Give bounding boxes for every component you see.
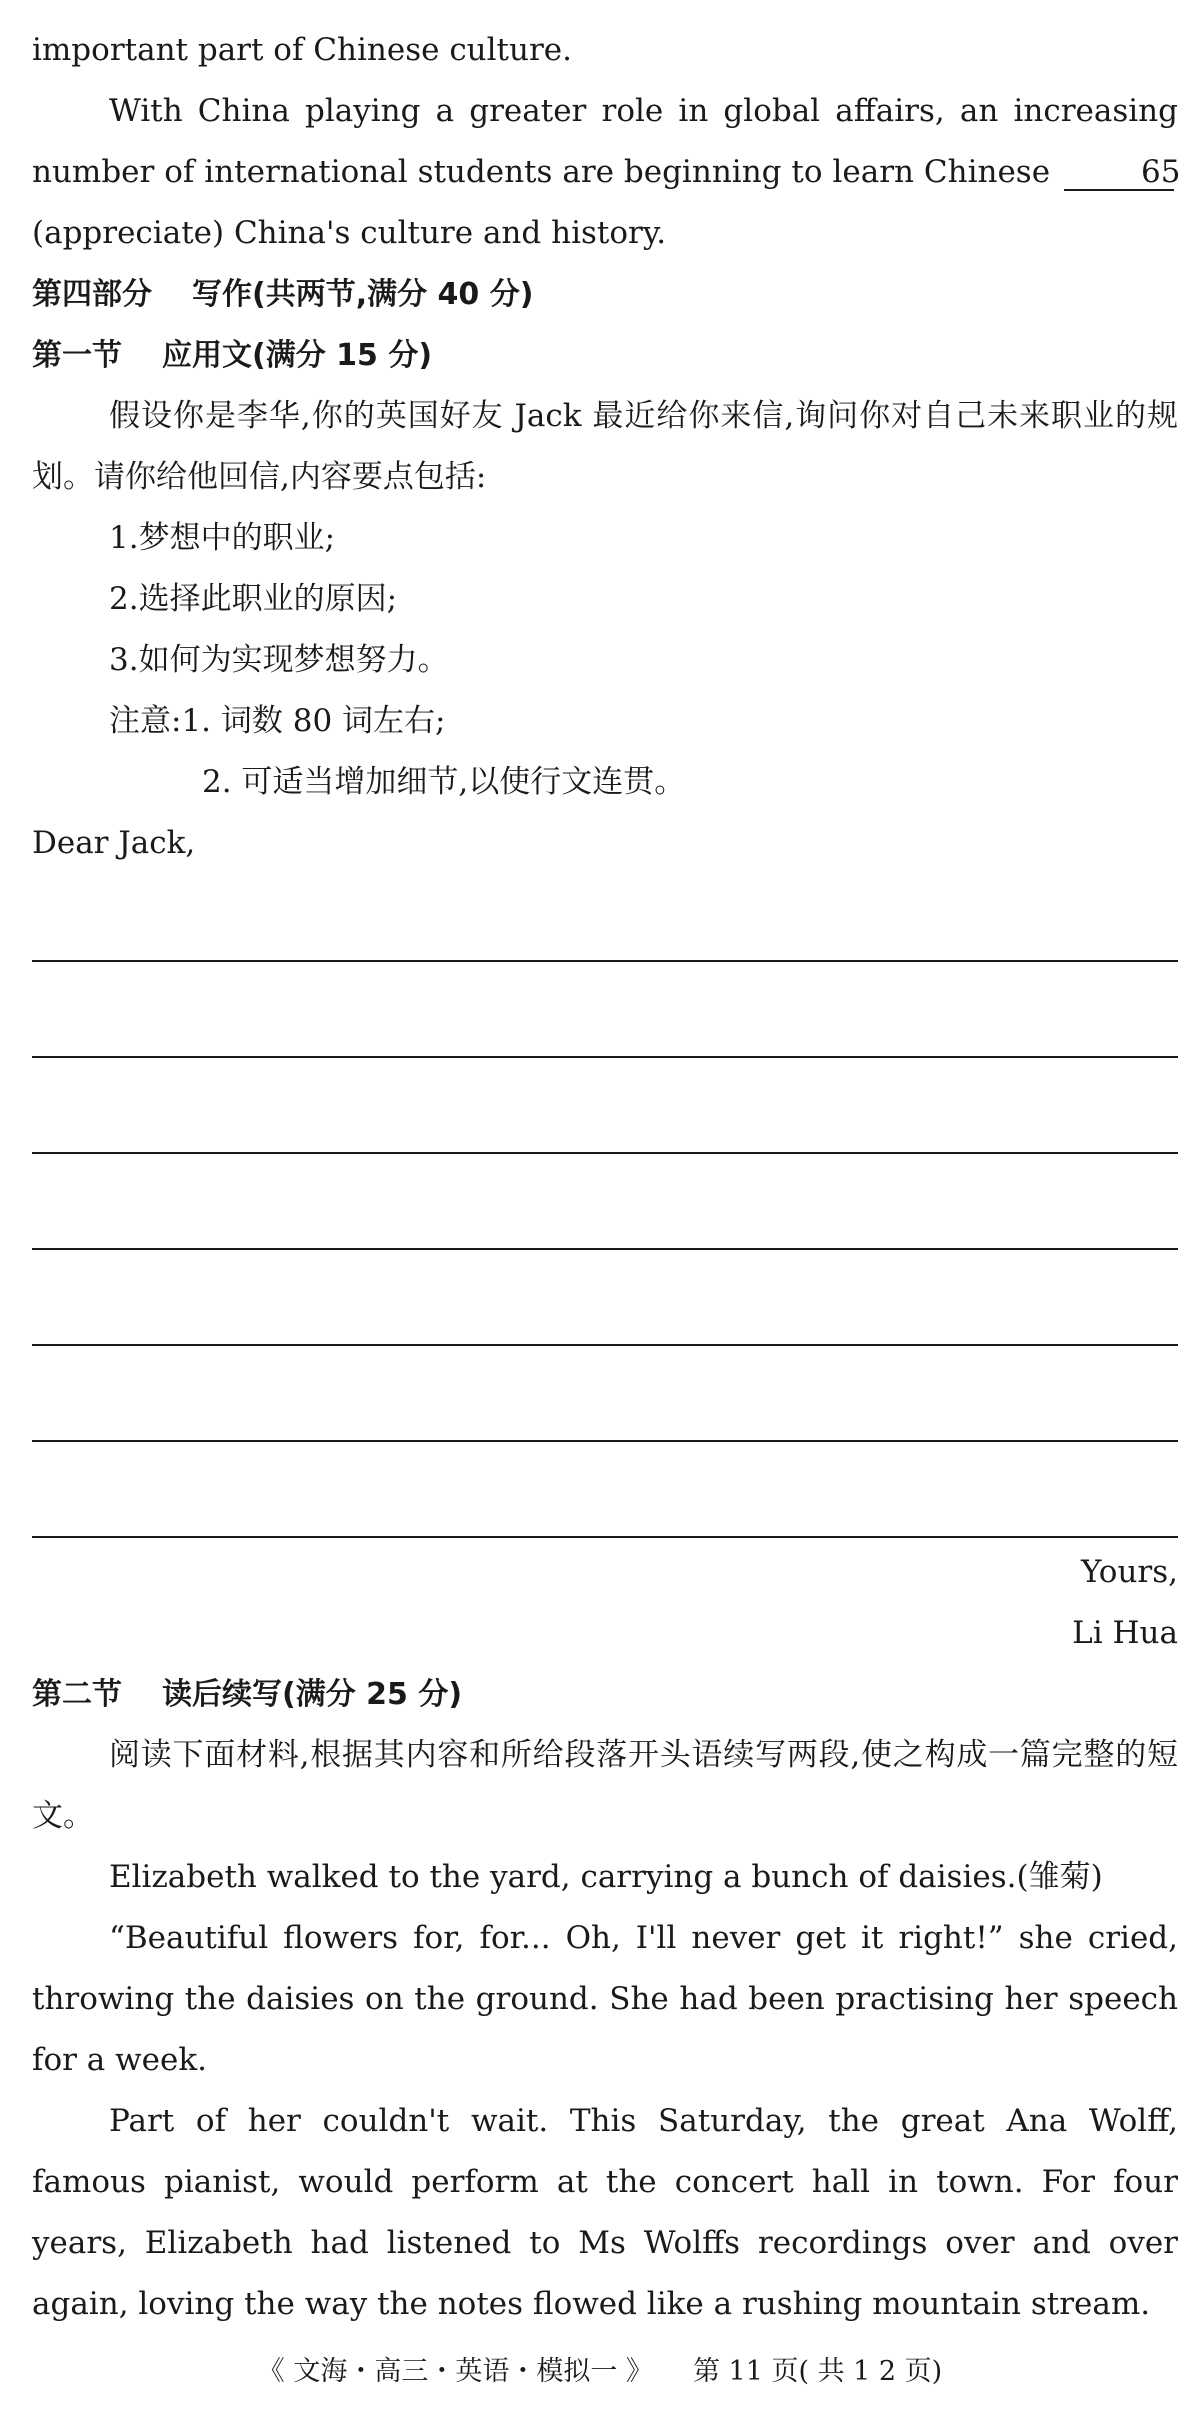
content-point-1: 1.梦想中的职业;: [109, 520, 336, 556]
page-footer: [0, 2352, 1200, 2392]
part4-heading: [32, 264, 1178, 325]
intro-paragraph: [32, 81, 1181, 264]
writing-line[interactable]: [32, 1250, 1178, 1346]
note-line-1: 注意:1. 词数 80 词左右;: [109, 703, 446, 739]
part4-subtitle: 写作(共两节,满分 40 分): [192, 277, 534, 312]
writing-area[interactable]: [32, 874, 1178, 1538]
section2-title: 第二节: [32, 1677, 122, 1712]
letter-salutation: Dear Jack,: [32, 825, 196, 861]
intro-line: important part of Chinese culture.: [32, 32, 573, 68]
section2-prompt: 阅读下面材料,根据其内容和所给段落开头语续写两段,使之构成一篇完整的短文。: [32, 1737, 1178, 1834]
letter-signature: Li Hua: [1072, 1615, 1178, 1651]
writing-line[interactable]: [32, 874, 1178, 962]
footer-page-number: 第 11 页( 共 1 2 页): [692, 2356, 943, 2387]
section1-prompt: 假设你是李华,你的英国好友 Jack 最近给你来信,询问你对自己未来职业的规划。请你给他回信,内容要点包括:: [32, 398, 1178, 495]
writing-line[interactable]: [32, 1058, 1178, 1154]
story-paragraph-2: “Beautiful flowers for, for... Oh, I'll never get it right!” she cried, throwing the daisies on the ground. She had been practising her speech for a week.: [32, 1920, 1178, 2078]
writing-line[interactable]: [32, 1442, 1178, 1538]
section1-title: 第一节: [32, 338, 122, 373]
letter-closing: Yours,: [1081, 1554, 1178, 1590]
story-paragraph-3: Part of her couldn't wait. This Saturday, the great Ana Wolff, famous pianist, would perform at the concert hall in town. For four years, Elizabeth had listened to Ms Wolffs recordings over and over again, loving the way the notes flowed like a rushing mountain stream.: [32, 2103, 1178, 2322]
writing-line[interactable]: [32, 1346, 1178, 1442]
content-point-3: 3.如何为实现梦想努力。: [109, 642, 449, 678]
intro-paragraph-text: With China playing a greater role in global affairs, an increasing number of international students are beginning to learn Chinese: [32, 93, 1178, 190]
intro-paragraph-text-after: (appreciate) China's culture and history.: [32, 215, 667, 251]
section1-subtitle: 应用文(满分 15 分): [162, 338, 433, 373]
part4-title: 第四部分: [32, 277, 152, 312]
exam-page: [32, 20, 1181, 2335]
section2-heading: [32, 1664, 1178, 1725]
writing-line[interactable]: [32, 1154, 1178, 1250]
content-point-2: 2.选择此职业的原因;: [109, 581, 398, 617]
section2-subtitle: 读后续写(满分 25 分): [162, 1677, 463, 1712]
footer-book-title: 《 文海・高三・英语・模拟一 》: [257, 2356, 653, 2387]
story-paragraph-1: Elizabeth walked to the yard, carrying a bunch of daisies.(雏菊): [109, 1859, 1103, 1895]
note-line-2: 2. 可适当增加细节,以使行文连贯。: [202, 764, 686, 800]
answer-blank-65[interactable]: 65: [1064, 155, 1174, 191]
section1-heading: [32, 325, 1178, 386]
writing-line[interactable]: [32, 962, 1178, 1058]
